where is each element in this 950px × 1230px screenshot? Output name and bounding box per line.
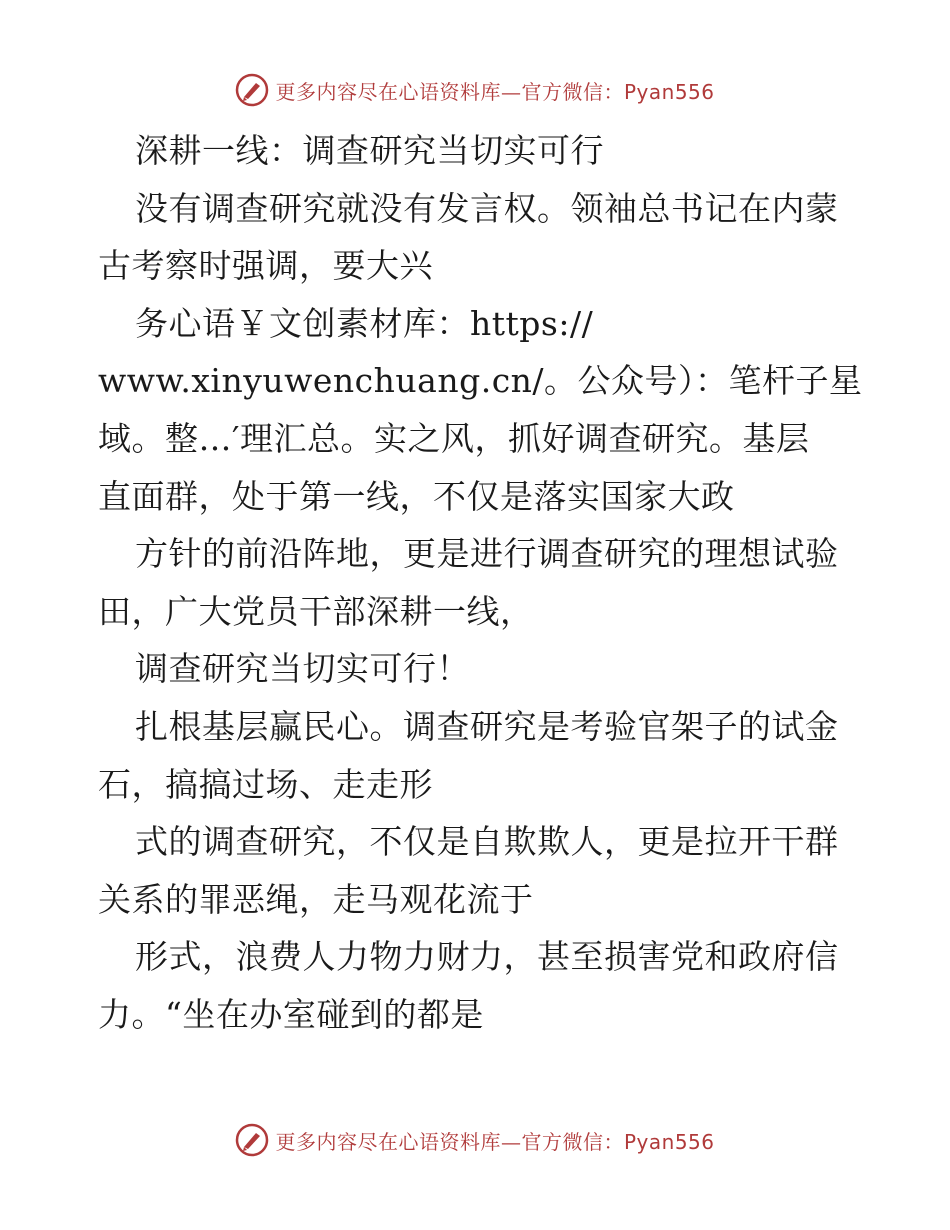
header-banner-text: 更多内容尽在心语资料库—官方微信： xyxy=(275,79,624,104)
document-body xyxy=(98,122,863,1044)
text-line: 关系的罪恶绳，走马观花流于 xyxy=(98,879,534,919)
text-line: 务心语￥文创素材库：https:// xyxy=(135,303,594,343)
logo-icon xyxy=(235,1123,269,1157)
text-line: 石，搞搞过场、走走形 xyxy=(98,764,433,804)
text-line: www.xinyuwenchuang.cn/。公众号）：笔杆子星 xyxy=(98,361,863,401)
header-wechat-id: Pyan556 xyxy=(623,79,715,104)
page-footer xyxy=(0,1120,950,1160)
text-line: 深耕一线：调查研究当切实可行 xyxy=(135,131,604,170)
text-line: 调查研究当切实可行！ xyxy=(135,649,470,689)
text-line: 田，广大党员干部深耕一线， xyxy=(98,591,534,631)
text-line: 没有调查研究就没有发言权。领袖总书记在内蒙 xyxy=(135,188,839,228)
text-line: 古考察时强调，要大兴 xyxy=(98,246,433,286)
text-line: 力。“坐在办室碰到的都是 xyxy=(98,994,484,1034)
page-header xyxy=(0,70,950,110)
text-line: 域。整…′理汇总。实之风，抓好调查研究。基层 xyxy=(98,418,810,458)
text-line: 直面群，处于第一线，不仅是落实国家大政 xyxy=(98,476,735,516)
footer-wechat-id: Pyan556 xyxy=(623,1129,715,1154)
footer-banner-text: 更多内容尽在心语资料库—官方微信： xyxy=(275,1129,624,1154)
text-line: 方针的前沿阵地，更是进行调查研究的理想试验 xyxy=(135,534,839,574)
text-line: 形式，浪费人力物力财力，甚至损害党和政府信 xyxy=(135,937,839,977)
logo-icon xyxy=(235,73,269,107)
text-line: 扎根基层赢民心。调查研究是考验官架子的试金 xyxy=(135,706,839,746)
header-banner xyxy=(275,76,714,105)
footer-banner xyxy=(275,1126,714,1155)
text-line: 式的调查研究，不仅是自欺欺人，更是拉开干群 xyxy=(135,822,839,862)
